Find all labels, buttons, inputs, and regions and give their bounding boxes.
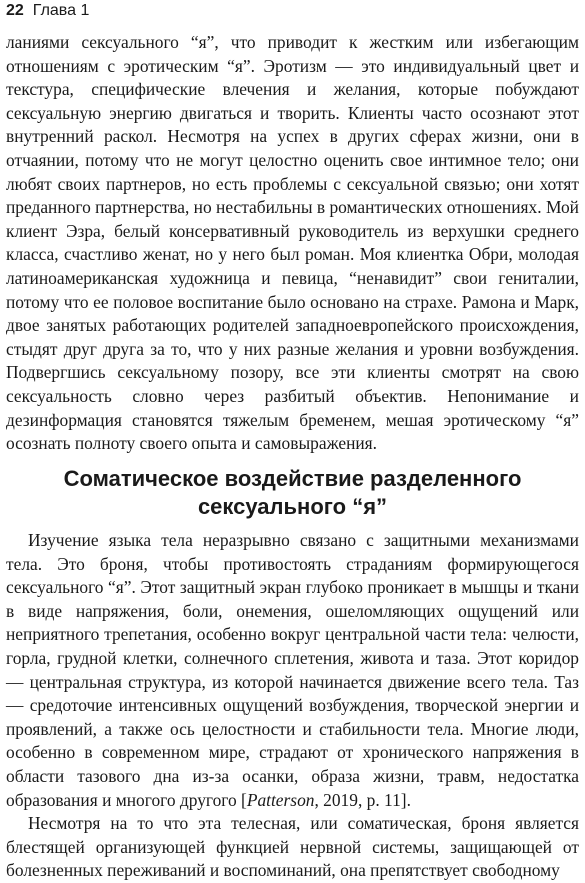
section-heading-line-2: сексуального “я” bbox=[197, 494, 388, 519]
section-heading-line-1: Соматическое воздействие разделенного bbox=[63, 466, 522, 491]
chapter-label: Глава 1 bbox=[32, 2, 90, 19]
running-head bbox=[6, 0, 89, 24]
page-number: 22 bbox=[6, 2, 24, 19]
section-paragraph-2: Несмотря на то что эта телесная, или соматическая, броня является блестящей организующей функцией нервной системы, защищающей от болезненных переживаний и воспоминаний, она препятствует свободному bbox=[6, 813, 579, 881]
section-paragraph-1 bbox=[6, 529, 579, 812]
opening-text-block bbox=[6, 31, 579, 456]
citation-author: Patterson bbox=[246, 789, 315, 810]
section-heading bbox=[6, 465, 579, 521]
section-paragraph-1-text: Изучение языка тела неразрывно связано с защитными механизмами тела. Это броня, чтобы противостоять страданиям формирующегося сексуального “я”. Этот защитный экран глубоко проникает в мышцы и ткани в виде напряжения, боли, онемения, ошеломляющих ощущений или неприятного трепетания, особенно вокруг центральной части тела: челюсти, горла, грудной клетки, солнечного сплетения, живота и таза. Этот коридор — центральная структура, из которой начинается движение всего тела. Таз — средоточие интенсивных ощущений возбуждения, творческой энергии и проявлений, а также ось целостности и стабильности тела. Многие люди, особенно в современном мире, страдают от хронического напряжения в области тазового дна из-за осанки, образа жизни, травм, недостатка образования и многого другого [ bbox=[6, 530, 579, 810]
citation-details: , 2019, p. 11]. bbox=[314, 789, 411, 810]
section-text-block bbox=[6, 529, 579, 883]
continuation-paragraph: ланиями сексуального “я”, что приводит к жестким или избегающим отношениям с эротическим “я”. Эротизм — это индивидуальный цвет и текстура, специфические влечения и желания, которые побуждают сексуальную энергию двигаться и творить. Клиенты часто осознают этот внутренний раскол. Несмотря на успех в других сферах жизни, они в отчаянии, потому что не могут целостно оценить свое интимное тело; они любят своих партнеров, но есть проблемы с сексуальной связью; они хотят преданного партнерства, но нестабильны в романтических отношениях. Мой клиент Эзра, белый консервативный руководитель из верхушки среднего класса, счастливо женат, но у него был роман. Моя клиентка Обри, молодая латиноамериканская художница и певица, “ненавидит” свои гениталии, потому что ее половое воспитание было основано на страхе. Рамона и Марк, двое занятых работающих родителей западноевропейского происхождения, стыдят друг друга за то, что у них разные желания и уровни возбуждения. Подвергшись сексуальному позору, все эти клиенты смотрят на свою сексуальность словно через разбитый объектив. Непонимание и дезинформация становятся тяжелым бременем, мешая эротическому “я” осознать полноту своего опыта и самовыражения. bbox=[6, 32, 579, 454]
